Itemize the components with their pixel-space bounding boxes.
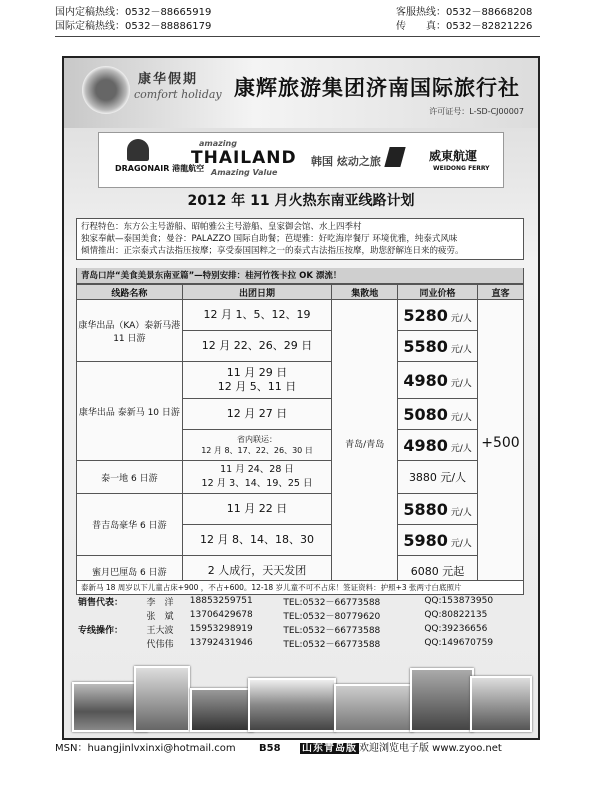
contact-role: 专线操作： xyxy=(78,625,124,636)
date-line: 12 月 5、11 日 xyxy=(217,380,297,393)
route-name: 蜜月巴厘岛 6 日游 xyxy=(77,556,183,587)
price xyxy=(398,331,478,362)
feature-line: 独家奉献—泰国美食；曼谷：PALAZZO 国际自助餐；芭堤雅：好吃海岸餐厅 环境优雅，纯泰式风味 xyxy=(81,234,458,244)
contact-list xyxy=(76,594,524,650)
list-item xyxy=(76,608,524,622)
contact-role xyxy=(76,608,144,622)
itinerary-features xyxy=(76,218,524,260)
logo-english: comfort holiday xyxy=(134,88,222,101)
contact-name: 张 斌 xyxy=(146,611,174,622)
beach-photo xyxy=(248,678,336,732)
amazing-value-text: Amazing Value xyxy=(211,168,278,177)
price-amount: 5280 xyxy=(403,305,448,325)
weidong-logo: 威東航運 xyxy=(429,149,478,163)
route-name: 康华出品 泰新马 10 日游 xyxy=(77,362,183,461)
feature-line: 倾情推出：正宗泰式古法指压按摩；享受泰国国粹之一的泰式古法指压按摩，助您舒解连日来的疲劳。 xyxy=(81,246,464,256)
contact-qq: QQ:153873950 xyxy=(424,596,494,606)
price-amount: 5880 xyxy=(403,499,448,519)
route-name: 泰一地 6 日游 xyxy=(77,461,183,494)
photo-collage xyxy=(72,664,530,732)
col-hub: 集散地 xyxy=(332,285,398,300)
departure-date: 11 月 22 日 xyxy=(182,494,332,525)
direct-surcharge: +500 xyxy=(477,300,523,587)
hub: 青岛/青岛 xyxy=(332,300,398,587)
page-number: B58 xyxy=(259,743,281,754)
date-line: 11 月 24、28 日 xyxy=(220,464,294,475)
contact-mobile: 15953298919 xyxy=(189,624,253,634)
departure-date xyxy=(182,362,332,399)
travel-advertisement xyxy=(62,56,540,740)
price-unit: 元/人 xyxy=(450,443,472,454)
contact-mobile: 13706429678 xyxy=(189,610,253,620)
price-amount: 5580 xyxy=(403,336,448,356)
table-header-row xyxy=(77,285,524,300)
tour-price-table xyxy=(76,284,524,587)
price-unit: 元/人 xyxy=(450,344,472,355)
fax: 传 真：0532－82821226 xyxy=(396,21,533,32)
price-amount: 5080 xyxy=(403,404,448,424)
contact-qq: QQ:149670759 xyxy=(424,638,494,648)
col-route: 线路名称 xyxy=(77,285,183,300)
sun-logo-icon xyxy=(82,66,130,114)
korea-logo: 韩国 炫动之旅 xyxy=(311,155,381,168)
price-amount: 3880 元/人 xyxy=(408,471,467,484)
price-unit: 元/人 xyxy=(450,313,472,324)
price-unit: 元/人 xyxy=(450,378,472,389)
contact-name: 王大波 xyxy=(146,625,174,636)
date-line: 12 月 8、17、22、26、30 日 xyxy=(201,446,313,455)
header-right xyxy=(396,6,532,34)
table-row xyxy=(77,461,524,494)
dragon-logo-icon xyxy=(127,139,149,161)
price-unit: 元/人 xyxy=(450,412,472,423)
list-item xyxy=(76,594,524,608)
feature-line: 行程特色：东方公主号游船、昭帕雅公主号游船、皇家御会馆、水上四季村 xyxy=(81,222,362,232)
contact-tel: TEL:0532－66773588 xyxy=(283,597,381,608)
date-line: 省内联运： xyxy=(237,435,278,444)
contact-role xyxy=(76,636,144,650)
departure-date: 12 月 1、5、12、19 xyxy=(182,300,332,331)
price xyxy=(398,430,478,461)
price xyxy=(398,362,478,399)
ad-title: 2012 年 11 月火热东南亚线路计划 xyxy=(187,193,415,209)
contact-name: 李 洋 xyxy=(146,597,174,608)
price xyxy=(398,494,478,525)
footer-msn: MSN：huangjinlvxinxi@hotmail.com xyxy=(55,743,236,754)
date-line: 12 月 3、14、19、25 日 xyxy=(201,478,313,489)
amazing-text: amazing xyxy=(199,139,237,148)
header-left xyxy=(55,6,211,34)
international-hotline: 国际定稿热线：0532－88886179 xyxy=(55,21,212,32)
boat-photo xyxy=(334,684,414,732)
edition-brand: 山东青岛版 xyxy=(302,743,357,754)
price xyxy=(398,525,478,556)
pagoda-photo xyxy=(470,676,532,732)
footer-site xyxy=(300,742,502,756)
contact-tel: TEL:0532－66773588 xyxy=(283,639,381,650)
korea-mark-icon xyxy=(384,147,405,167)
domestic-hotline: 国内定稿热线：0532－88665919 xyxy=(55,7,212,18)
service-hotline: 客服热线：0532－88668208 xyxy=(396,7,533,18)
palace-photo xyxy=(410,668,474,732)
table-row xyxy=(77,362,524,399)
price-unit: 元/人 xyxy=(450,507,472,518)
contact-tel: TEL:0532－66773588 xyxy=(283,625,381,636)
child-visa-note: 泰新马 18 周岁以下儿童占床+900 ，不占+600。12-18 岁儿童不可不占床！签证资料：护照+3 张两寸白底照片 xyxy=(76,580,524,595)
dragonair-logo: DRAGONAIR 港龍航空 xyxy=(115,164,205,173)
sponsor-strip xyxy=(98,132,504,188)
departure-date: 12 月 8、14、18、30 xyxy=(182,525,332,556)
list-item xyxy=(76,636,524,650)
date-line: 11 月 29 日 xyxy=(226,366,288,379)
route-name: 康华出品（KA）泰新马港 11 日游 xyxy=(77,300,183,362)
price-unit: 元/人 xyxy=(450,538,472,549)
col-direct: 直客 xyxy=(477,285,523,300)
price-amount: 4980 xyxy=(403,370,448,390)
route-name: 普吉岛豪华 6 日游 xyxy=(77,494,183,556)
contact-tel: TEL:0532－80779620 xyxy=(283,611,381,622)
departure-date xyxy=(182,461,332,494)
table-row xyxy=(77,494,524,525)
contact-name: 代伟伟 xyxy=(146,639,174,650)
license-number: 许可证号：L-SD-CJ00007 xyxy=(429,107,524,116)
statue-photo xyxy=(134,666,190,732)
departure-date: 2 人成行，天天发团 xyxy=(182,556,332,587)
contact-qq: QQ:80822135 xyxy=(424,610,488,620)
price-amount: 6080 元起 xyxy=(410,565,465,578)
departure-date: 12 月 22、26、29 日 xyxy=(182,331,332,362)
weidong-en: WEIDONG FERRY xyxy=(433,165,490,172)
price-amount: 5980 xyxy=(403,530,448,550)
contact-qq: QQ:39236656 xyxy=(424,624,488,634)
list-item xyxy=(76,622,524,636)
agency-banner xyxy=(64,58,538,128)
thailand-logo: THAILAND xyxy=(191,148,297,168)
col-price: 同业价格 xyxy=(398,285,478,300)
logo-chinese: 康华假期 xyxy=(138,72,199,87)
contact-role: 销售代表： xyxy=(78,597,124,608)
price xyxy=(398,461,478,494)
col-date: 出团日期 xyxy=(182,285,332,300)
header-divider xyxy=(55,36,540,37)
table-row xyxy=(77,300,524,331)
footer-website: 欢迎浏览电子版 www.zyoo.net xyxy=(359,743,502,754)
price xyxy=(398,300,478,331)
special-highlight: 青岛口岸“美食美景东南亚篇”—特别安排：桂河竹筏卡拉 OK 漂流！ xyxy=(76,268,524,284)
departure-date: 12 月 27 日 xyxy=(182,399,332,430)
contact-mobile: 13792431946 xyxy=(189,638,253,648)
price xyxy=(398,399,478,430)
agency-name: 康辉旅游集团济南国际旅行社 xyxy=(234,76,520,100)
elephant-photo xyxy=(190,688,254,732)
contact-mobile: 18853259751 xyxy=(189,596,253,606)
departure-date xyxy=(182,430,332,461)
price-amount: 4980 xyxy=(403,435,448,455)
